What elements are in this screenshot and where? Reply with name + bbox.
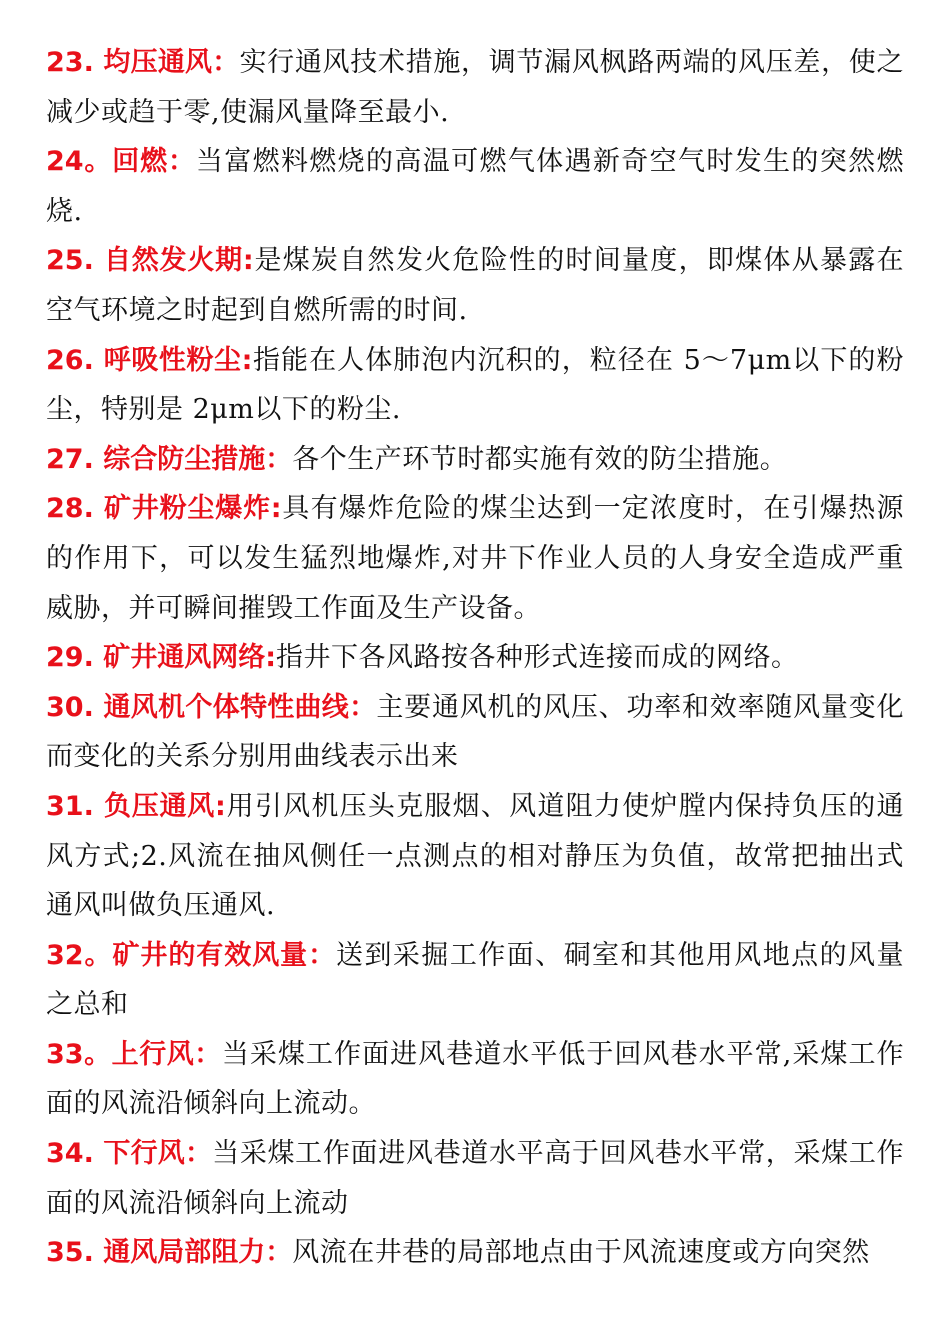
term-23: 23. 均压通风： xyxy=(46,47,240,78)
term-34: 34. 下行风： xyxy=(46,1138,213,1170)
definition-23: 实行通风技术措施，调节漏风枫路两端的风压差，使之减少或趋于零,使漏风量降至最小. xyxy=(46,47,905,128)
term-24: 24。回燃： xyxy=(46,146,196,178)
entry-30 xyxy=(46,683,904,782)
term-25: 25. 自然发火期: xyxy=(46,245,254,277)
definition-26: 指能在人体肺泡内沉积的，粒径在 5～7μm以下的粉尘，特别是 2μm以下的粉尘. xyxy=(46,344,904,426)
entry-24 xyxy=(46,137,904,236)
definition-27: 各个生产环节时都实施有效的防尘措施。 xyxy=(292,443,788,475)
entry-25 xyxy=(46,236,904,335)
definition-29: 指井下各风路按各种形式连接而成的网络。 xyxy=(276,642,799,674)
entry-31 xyxy=(46,782,904,931)
definition-35: 风流在井巷的局部地点由于风流速度或方向突然 xyxy=(292,1237,870,1269)
term-30: 30. 通风机个体特性曲线： xyxy=(46,691,377,723)
document-page xyxy=(46,38,904,1278)
entry-32 xyxy=(46,931,904,1030)
entry-26 xyxy=(46,336,904,435)
entry-29 xyxy=(46,633,904,683)
term-31: 31. 负压通风: xyxy=(46,790,226,822)
entry-34 xyxy=(46,1129,904,1228)
definition-24: 当富燃料燃烧的高温可燃气体遇新奇空气时发生的突然燃烧. xyxy=(46,146,904,227)
term-29: 29. 矿井通风网络: xyxy=(46,642,277,674)
term-26: 26. 呼吸性粉尘: xyxy=(46,344,253,376)
term-28: 28. 矿井粉尘爆炸: xyxy=(46,493,282,525)
definition-33: 当采煤工作面进风巷道水平低于回风巷水平常,采煤工作面的风流沿倾斜向上流动。 xyxy=(46,1038,904,1120)
entry-28 xyxy=(46,484,904,633)
definition-28: 具有爆炸危险的煤尘达到一定浓度时，在引爆热源的作用下，可以发生猛烈地爆炸,对井下作业人员的人身安全造成严重威胁，并可瞬间摧毁工作面及生产设备。 xyxy=(46,493,905,624)
term-32: 32。矿井的有效风量： xyxy=(46,939,337,971)
term-27: 27. 综合防尘措施： xyxy=(46,443,293,475)
definition-30: 主要通风机的风压、功率和效率随风量变化而变化的关系分别用曲线表示出来 xyxy=(46,691,905,773)
term-33: 33。上行风： xyxy=(46,1038,222,1070)
entry-33 xyxy=(46,1030,904,1129)
entry-27 xyxy=(46,435,904,485)
entry-35 xyxy=(46,1228,904,1278)
definition-32: 送到采掘工作面、硐室和其他用风地点的风量之总和 xyxy=(46,939,904,1021)
definition-34: 当采煤工作面进风巷道水平高于回风巷水平常，采煤工作面的风流沿倾斜向上流动 xyxy=(46,1138,904,1219)
term-35: 35. 通风局部阻力： xyxy=(46,1237,293,1269)
entry-23 xyxy=(46,38,904,137)
definition-31: 用引风机压头克服烟、风道阻力使炉膛内保持负压的通风方式;2.风流在抽风侧任一点测点的相对静压为负值，故常把抽出式通风叫做负压通风. xyxy=(46,790,905,922)
definition-25: 是煤炭自然发火危险性的时间量度，即煤体从暴露在空气环境之时起到自燃所需的时间. xyxy=(46,245,905,326)
